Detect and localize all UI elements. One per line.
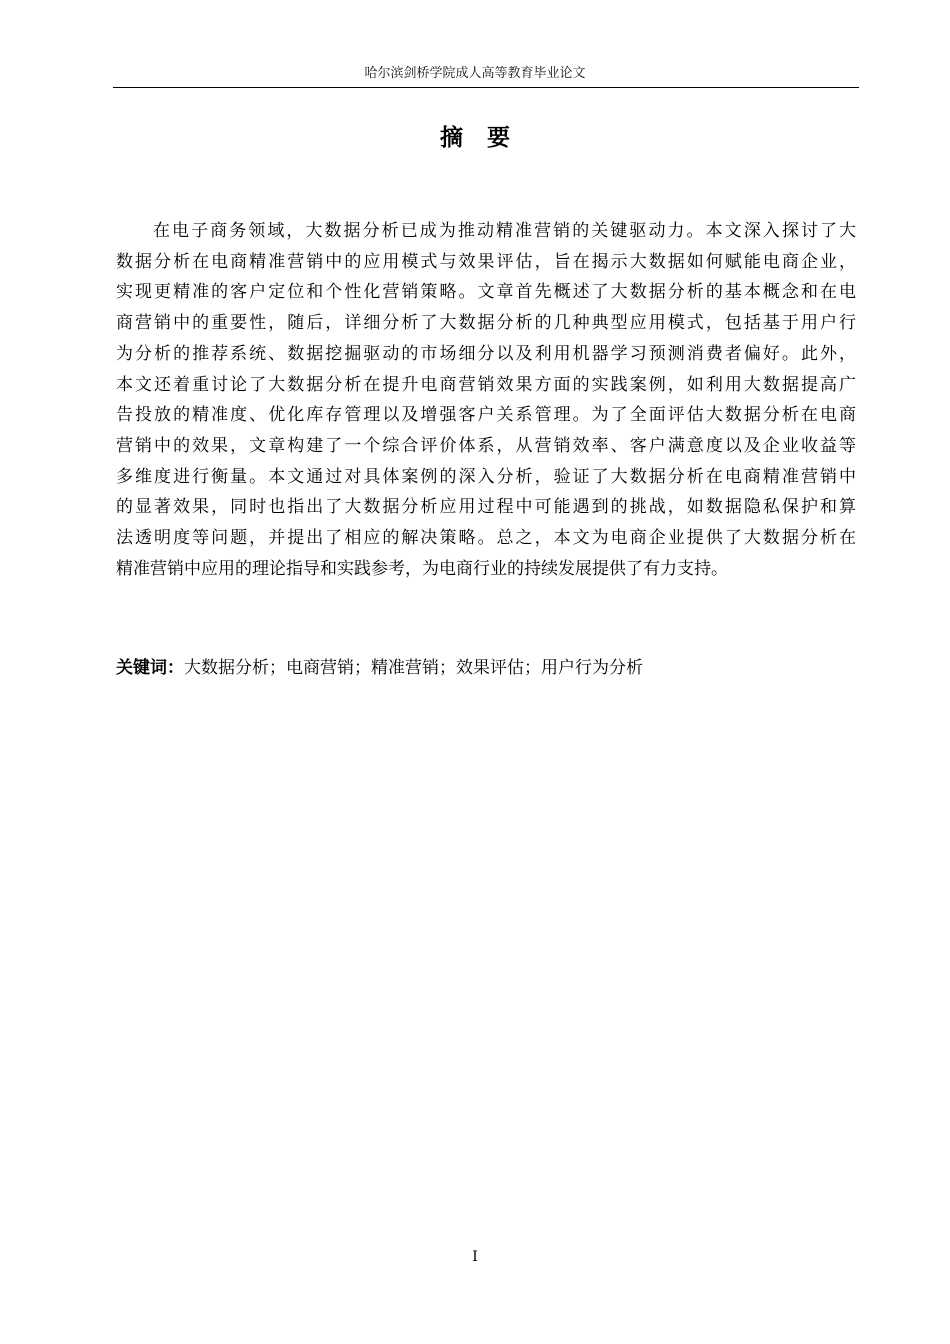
running-header: 哈尔滨剑桥学院成人高等教育毕业论文 <box>364 66 586 81</box>
header-divider <box>113 87 859 88</box>
abstract-line: 精准营销中应用的理论指导和实践参考，为电商行业的持续发展提供了有力支持。 <box>116 558 728 579</box>
abstract-line: 告投放的精准度、优化库存管理以及增强客户关系管理。为了全面评估大数据分析在电商 <box>116 405 856 426</box>
abstract-line: 商营销中的重要性，随后，详细分析了大数据分析的几种典型应用模式，包括基于用户行 <box>116 313 856 334</box>
keywords-text: 大数据分析；电商营销；精准营销；效果评估；用户行为分析 <box>184 658 643 678</box>
keywords-label: 关键词： <box>116 658 184 678</box>
abstract-body <box>116 216 856 584</box>
page-number: I <box>472 1249 478 1265</box>
abstract-line: 数据分析在电商精准营销中的应用模式与效果评估，旨在揭示大数据如何赋能电商企业， <box>116 251 856 272</box>
keywords <box>116 655 643 681</box>
abstract-line: 法透明度等问题，并提出了相应的解决策略。总之，本文为电商企业提供了大数据分析在 <box>116 528 856 549</box>
abstract-line: 多维度进行衡量。本文通过对具体案例的深入分析，验证了大数据分析在电商精准营销中 <box>116 466 856 487</box>
abstract-line: 为分析的推荐系统、数据挖掘驱动的市场细分以及利用机器学习预测消费者偏好。此外， <box>116 343 856 364</box>
abstract-line: 的显著效果，同时也指出了大数据分析应用过程中可能遇到的挑战，如数据隐私保护和算 <box>116 497 856 518</box>
abstract-line: 实现更精准的客户定位和个性化营销策略。文章首先概述了大数据分析的基本概念和在电 <box>116 282 856 303</box>
abstract-line: 本文还着重讨论了大数据分析在提升电商营销效果方面的实践案例，如利用大数据提高广 <box>116 374 856 395</box>
abstract-line: 在电子商务领域，大数据分析已成为推动精准营销的关键驱动力。本文深入探讨了大 <box>153 221 856 241</box>
abstract-title: 摘要 <box>440 125 534 151</box>
abstract-line: 营销中的效果，文章构建了一个综合评价体系，从营销效率、客户满意度以及企业收益等 <box>116 435 856 456</box>
